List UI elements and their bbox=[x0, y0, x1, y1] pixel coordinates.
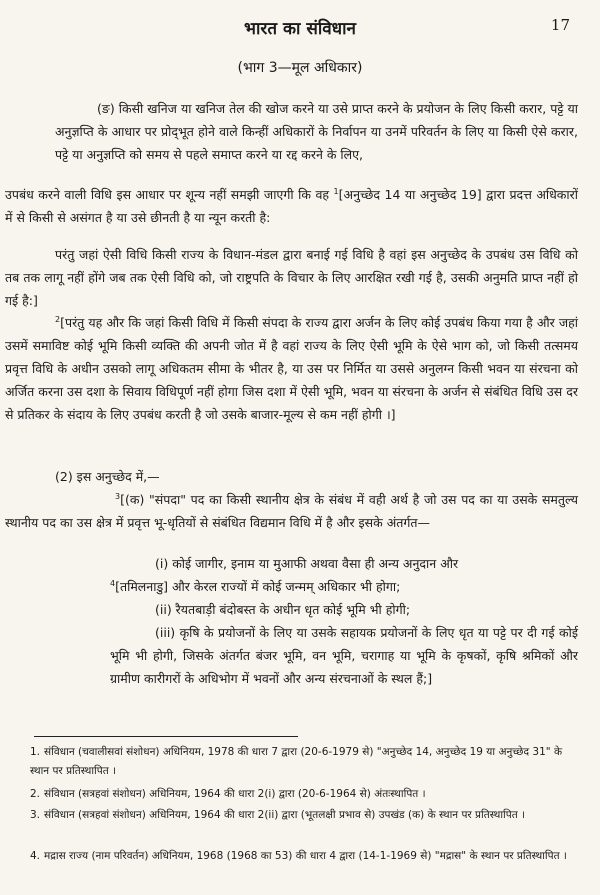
footnote-ref-1: 1 bbox=[333, 186, 339, 196]
proviso-2 bbox=[5, 311, 578, 426]
footnote-2-text: संविधान (सत्रहवां संशोधन) अधिनियम, 1964 की धारा 2(i) द्वारा (20-6-1964 से) अंतःस्थापित । bbox=[44, 788, 426, 800]
item-i: (i) कोई जागीर, इनाम या मुआफी अथवा वैसा ही अन्य अनुदान और bbox=[155, 556, 459, 571]
footnote-4 bbox=[30, 847, 578, 866]
footnote-ref-3: 3 bbox=[115, 491, 121, 501]
footnote-3-number: 3. bbox=[30, 809, 41, 821]
clause-a-text: [(क) "संपदा" पद का किसी स्थानीय क्षेत्र के संबंध में वही अर्थ है जो उस पद का या उसके समतुल्य स्थानीय पद का उस क्षेत्र में प्रवृत्त भू-धृतियों से संबंधित विद्यमान विधि में है और इसके अंतर्गत— bbox=[5, 492, 578, 530]
footnote-separator bbox=[34, 736, 298, 737]
clause-a bbox=[5, 488, 578, 534]
item-ii: (ii) रैयतबाड़ी बंदोबस्त के अधीन धृत कोई भूमि भी होगी; bbox=[155, 602, 411, 617]
footnote-1 bbox=[30, 743, 578, 781]
item-iii: (iii) कृषि के प्रयोजनों के लिए या उसके सहायक प्रयोजनों के लिए धृत या पट्टे पर दी गई कोई भूमि भी होगी, जिसके अंतर्गत बंजर भूमि, वन भूमि, चरागाह या भूमि के कृषकों, कृषि श्रमिकों और ग्रामीण कारीगरों के अधिभोग में भवनों और अन्य संरचनाओं के स्थल हैं;] bbox=[110, 625, 578, 686]
footnote-ref-4: 4 bbox=[110, 578, 116, 588]
proviso-1: परंतु जहां ऐसी विधि किसी राज्य के विधान-मंडल द्वारा बनाई गई विधि है वहां इस अनुच्छेद के उपबंध उस विधि को तब तक लागू नहीं होंगे जब तक ऐसी विधि को, जो राष्ट्रपति के विचार के लिए आरक्षित रखी गई है, उसकी अनुमति प्राप्त नहीं हो गई है:] bbox=[5, 247, 578, 308]
page-number: 17 bbox=[550, 16, 570, 34]
footnote-1-text: संविधान (चवालीसवां संशोधन) अधिनियम, 1978 की धारा 7 द्वारा (20-6-1979 से) "अनुच्छेद 14, अनुच्छेद 19 या अनुच्छेद 31" के स्थान पर प्रतिस्थापित । bbox=[30, 746, 563, 777]
proviso-2-text: [परंतु यह और कि जहां किसी विधि में किसी संपदा के राज्य द्वारा अर्जन के लिए कोई उपबंध किया गया है और जहां उसमें समाविष्ट कोई भूमि किसी व्यक्ति की अपनी जोत में है वहां राज्य के लिए ऐसी भूमि के ऐसे भाग को, जो किसी तत्समय प्रवृत्त विधि के अधीन उसको लागू अधिकतम सीमा के भीतर है, या उस पर निर्मित या उससे अनुलग्न किसी भवन या संरचना को अर्जित करना उस दशा के सिवाय विधिपूर्ण नहीं होगा जिस दशा में ऐसी भूमि, भवन या संरचना के अर्जन से संबंधित विधि उस दर से प्रतिकर के संदाय के लिए उपबंध करती है जो उसके बाजार-मूल्य से कम नहीं होगी ।] bbox=[5, 315, 578, 422]
paragraph-law-start: उपबंध करने वाली विधि इस आधार पर शून्य नहीं समझी जाएगी कि वह bbox=[5, 187, 334, 202]
footnote-1-number: 1. bbox=[30, 746, 41, 758]
footnote-3 bbox=[30, 806, 578, 825]
item-i-continued bbox=[110, 575, 578, 598]
footnote-2 bbox=[30, 785, 578, 804]
footnote-ref-2: 2 bbox=[55, 314, 61, 324]
item-i-continued-text: [तमिलनाडु] और केरल राज्यों में कोई जन्मम्‌ अधिकार भी होगा; bbox=[115, 579, 401, 594]
clause-2: (2) इस अनुच्छेद में,— bbox=[55, 469, 160, 484]
footnote-4-text: मद्रास राज्य (नाम परिवर्तन) अधिनियम, 1968 (1968 का 53) की धारा 4 द्वारा (14-1-1969 से) "मद्रास" के स्थान पर प्रतिस्थापित । bbox=[44, 850, 567, 862]
page-title: भारत का संविधान bbox=[244, 19, 356, 39]
footnote-2-number: 2. bbox=[30, 788, 41, 800]
paragraph-d: (ङ) किसी खनिज या खनिज तेल की खोज करने या उसे प्राप्त करने के प्रयोजन के लिए किसी करार, पट्टे या अनुज्ञप्ति के आधार पर प्रोद्‌भूत होने वाले किन्हीं अधिकारों के निर्वापन या उनमें परिवर्तन के लिए या किसी ऐसे करार, पट्टे या अनुज्ञप्ति को समय से पहले समाप्त करने या रद्द करने के लिए, bbox=[55, 101, 578, 162]
paragraph-law bbox=[5, 183, 578, 229]
paragraph-law-end: [अनुच्छेद 14 या अनुच्छेद 19] द्वारा प्रदत्त अधिकारों में से किसी से असंगत है या उसे छीनती है या न्यून करती है: bbox=[5, 187, 578, 225]
footnote-3-text: संविधान (सत्रहवां संशोधन) अधिनियम, 1964 की धारा 2(ii) द्वारा (भूतलक्षी प्रभाव से) उपखंड (क) के स्थान पर प्रतिस्थापित । bbox=[44, 809, 526, 821]
footnote-4-number: 4. bbox=[30, 850, 41, 862]
page-subtitle: (भाग 3—मूल अधिकार) bbox=[237, 60, 363, 76]
